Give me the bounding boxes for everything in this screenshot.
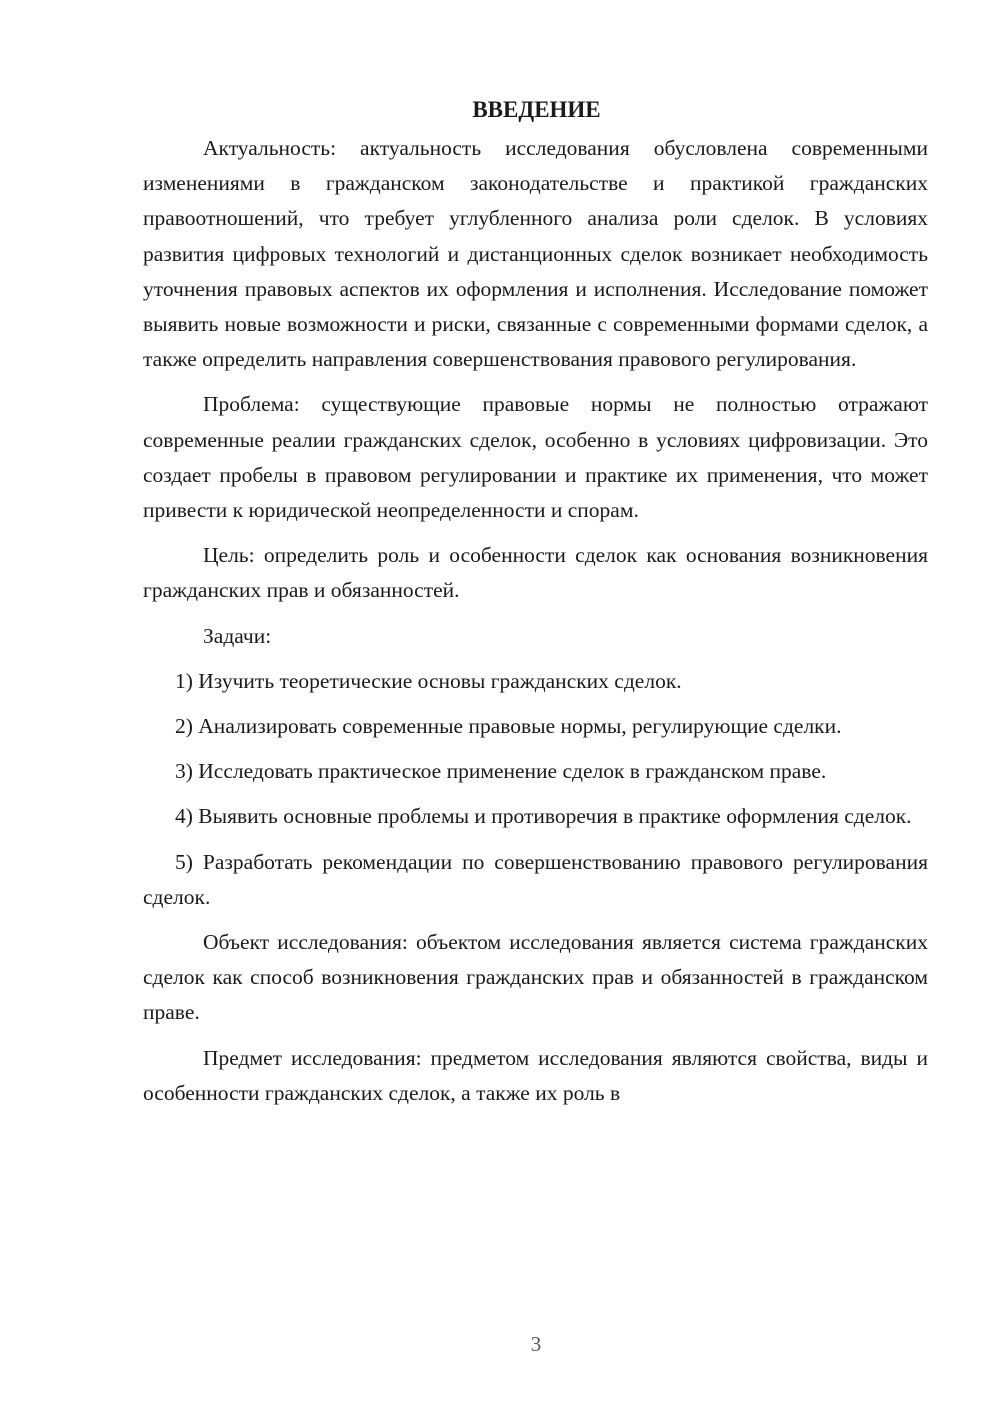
document-title: ВВЕДЕНИЕ [472,97,601,122]
task-item-1: 1) Изучить теоретические основы гражданских сделок. [175,668,682,693]
paragraph-goal: Цель: определить роль и особенности сделок как основания возникновения гражданских прав и обязанностей. [143,543,928,603]
paragraph-relevance: Актуальность: актуальность исследования обусловлена современными изменениями в гражданском законодательстве и практикой гражданских правоотношений, что требует углубленного анализа роли сделок. В условиях развития цифровых технологий и дистанционных сделок возникает необходимость уточнения правовых аспектов их оформления и исполнения. Исследование поможет выявить новые возможности и риски, связанные с современными формами сделок, а также определить направления совершенствования правового регулирования. [143,136,928,372]
document-page [143,92,928,1111]
task-item-5: 5) Разработать рекомендации по совершенствованию правового регулирования сделок. [143,849,928,909]
task-item-4: 4) Выявить основные проблемы и противоречия в практике оформления сделок. [175,804,912,829]
task-item-2: 2) Анализировать современные правовые нормы, регулирующие сделки. [175,714,842,739]
paragraph-object: Объект исследования: объектом исследования является система гражданских сделок как способ возникновения гражданских прав и обязанностей в гражданском праве. [143,930,928,1025]
page-number: 3 [530,1332,542,1356]
task-item-3: 3) Исследовать практическое применение сделок в гражданском праве. [175,759,827,784]
paragraph-tasks-heading: Задачи: [203,623,272,648]
paragraph-subject: Предмет исследования: предметом исследования являются свойства, виды и особенности гражданских сделок, а также их роль в [143,1045,928,1105]
paragraph-problem: Проблема: существующие правовые нормы не полностью отражают современные реалии гражданских сделок, особенно в условиях цифровизации. Это создает пробелы в правовом регулировании и практике их применения, что может привести к юридической неопределенности и спорам. [143,392,928,523]
